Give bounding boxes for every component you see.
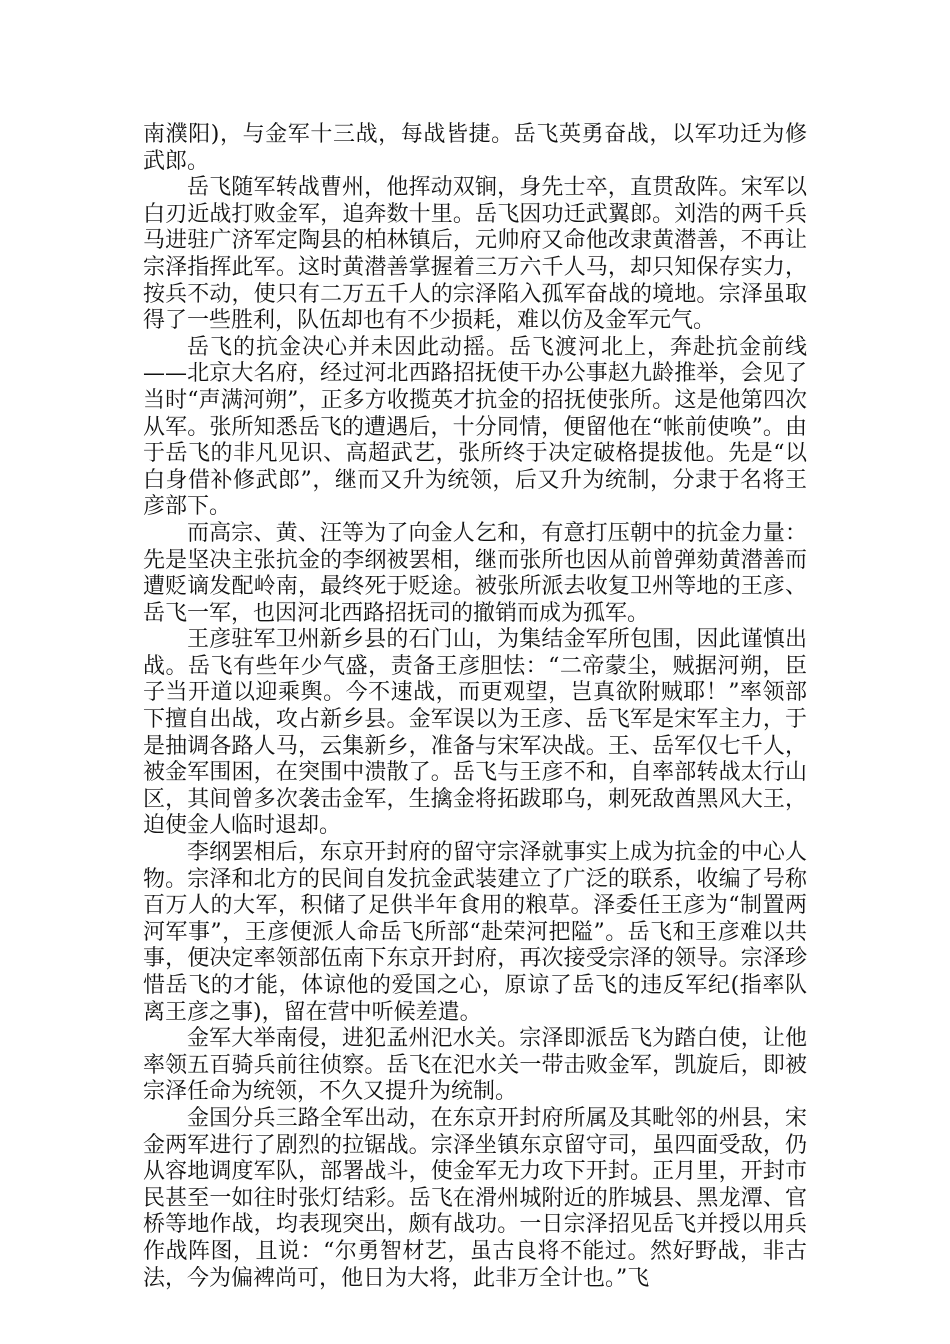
paragraph-7: 金军大举南侵，进犯孟州汜水关。宗泽即派岳飞为踏白使，让他率领五百骑兵前往侦察。岳飞在汜水关一带击败金军，凯旋后，即被宗泽任命为统领，不久又提升为统制。 [143, 1026, 807, 1105]
document-body [143, 122, 807, 1292]
paragraph-3: 岳飞的抗金决心并未因此动摇。岳飞渡河北上，奔赴抗金前线——北京大名府，经过河北西路招抚使干办公事赵九龄推举，会见了当时“声满河朔”，正多方收揽英才抗金的招抚使张所。这是他第四次从军。张所知悉岳飞的遭遇后，十分同情，便留他在“帐前使唤”。由于岳飞的非凡见识、高超武艺，张所终于决定破格提拔他。先是“以白身借补修武郎”，继而又升为统领，后又升为统制，分隶于名将王彦部下。 [143, 334, 807, 520]
paragraph-8: 金国分兵三路全军出动，在东京开封府所属及其毗邻的州县，宋金两军进行了剧烈的拉锯战。宗泽坐镇东京留守司，虽四面受敌，仍从容地调度军队，部署战斗，使金军无力攻下开封。正月里，开封市民甚至一如往时张灯结彩。岳飞在滑州城附近的胙城县、黑龙潭、官桥等地作战，均表现突出，颇有战功。一日宗泽招见岳飞并授以用兵作战阵图，且说：“尔勇智材艺，虽古良将不能过。然好野战，非古法，今为偏裨尚可，他日为大将，此非万全计也。”飞 [143, 1105, 807, 1291]
paragraph-4: 而高宗、黄、汪等为了向金人乞和，有意打压朝中的抗金力量：先是坚决主张抗金的李纲被罢相，继而张所也因从前曾弹劾黄潜善而遭贬谪发配岭南，最终死于贬途。被张所派去收复卫州等地的王彦、岳飞一军，也因河北西路招抚司的撤销而成为孤军。 [143, 520, 807, 626]
paragraph-5: 王彦驻军卫州新乡县的石门山，为集结金军所包围，因此谨慎出战。岳飞有些年少气盛，责备王彦胆怯：“二帝蒙尘，贼据河朔，臣子当开道以迎乘舆。今不速战，而更观望，岂真欲附贼耶！”率领部下擅自出战，攻占新乡县。金军误以为王彦、岳飞军是宋军主力，于是抽调各路人马，云集新乡，准备与宋军决战。王、岳军仅七千人，被金军围困，在突围中溃散了。岳飞与王彦不和，自率部转战太行山区，其间曾多次袭击金军，生擒金将拓跋耶乌，刺死敌酋黑风大王，迫使金人临时退却。 [143, 627, 807, 839]
paragraph-6: 李纲罢相后，东京开封府的留守宗泽就事实上成为抗金的中心人物。宗泽和北方的民间自发抗金武装建立了广泛的联系，收编了号称百万人的大军，积储了足供半年食用的粮草。泽委任王彦为“制置两河军事”，王彦便派人命岳飞所部“赴荣河把隘”。岳飞和王彦难以共事，便决定率领部伍南下东京开封府，再次接受宗泽的领导。宗泽珍惜岳飞的才能，体谅他的爱国之心，原谅了岳飞的违反军纪(指率队离王彦之事)，留在营中听候差遣。 [143, 840, 807, 1025]
paragraph-1: 南濮阳)，与金军十三战，每战皆捷。岳飞英勇奋战，以军功迁为修武郎。 [143, 122, 807, 174]
paragraph-2: 岳飞随军转战曹州，他挥动双锏，身先士卒，直贯敌阵。宋军以白刃近战打败金军，追奔数十里。岳飞因功迁武翼郎。刘浩的两千兵马进驻广济军定陶县的柏林镇后，元帅府又命他改隶黄潜善，不再让宗泽指挥此军。这时黄潜善掌握着三万六千人马，却只知保存实力，按兵不动，使只有二万五千人的宗泽陷入孤军奋战的境地。宗泽虽取得了一些胜利，队伍却也有不少损耗，难以仿及金军元气。 [143, 175, 807, 334]
